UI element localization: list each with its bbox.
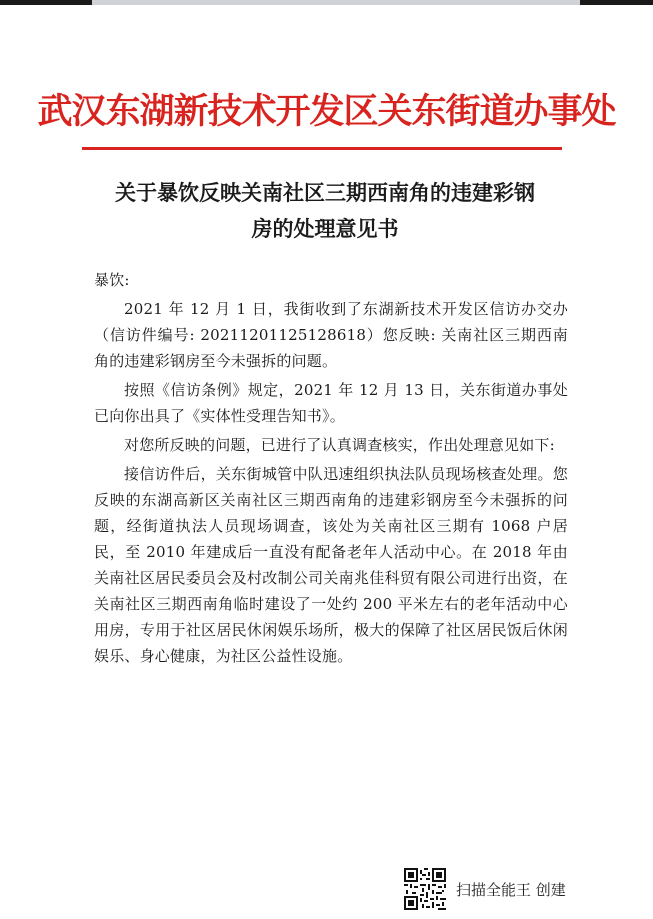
letterhead-red-rule <box>82 147 562 150</box>
letterhead-title: 武汉东湖新技术开发区关东街道办事处 <box>37 91 616 132</box>
body-paragraph-4: 接信访件后，关东街城管中队迅速组织执法队员现场核查处理。您反映的东湖高新区关南社区三期西南角的违建彩钢房至今未强拆的问题，经街道执法人员现场调查，该处为关南社区三期有 1068 户居民，至 2010 年建成后一直没有配备老年人活动中心。在 2018 年由关南社区居民委员会及村改制公司关南兆佳科贸有限公司进行出资，在关南社区三期西南角临时建设了一处约 200 平米左右的老年活动中心用房，专用于社区居民休闲娱乐场所，极大的保障了社区居民饭后休闲娱乐、身心健康，为社区公益性设施。 <box>94 465 568 665</box>
body-paragraph-3: 对您所反映的问题，已进行了认真调查核实，作出处理意见如下: <box>124 436 555 454</box>
salutation: 暴饮: <box>94 271 130 289</box>
scan-top-edge-gap <box>92 0 580 5</box>
scan-top-edge <box>0 0 653 5</box>
document-title <box>90 175 560 247</box>
document-body <box>94 267 568 672</box>
document-title-line-1: 关于暴饮反映关南社区三期西南角的违建彩钢 <box>115 180 535 205</box>
watermark-text: 扫描全能王 创建 <box>456 880 566 899</box>
qr-code-icon <box>404 868 446 910</box>
scanner-watermark <box>404 864 566 914</box>
body-paragraph-2: 按照《信访条例》规定，2021 年 12 月 13 日，关东街道办事处已向你出具了《实体性受理告知书》。 <box>94 381 568 425</box>
document-title-line-2: 房的处理意见书 <box>251 216 399 241</box>
body-paragraph-1: 2021 年 12 月 1 日，我街收到了东湖新技术开发区信访办交办（信访件编号: 20211201125128618）您反映: 关南社区三期西南角的违建彩钢房至今未强拆的问题。 <box>94 300 568 370</box>
